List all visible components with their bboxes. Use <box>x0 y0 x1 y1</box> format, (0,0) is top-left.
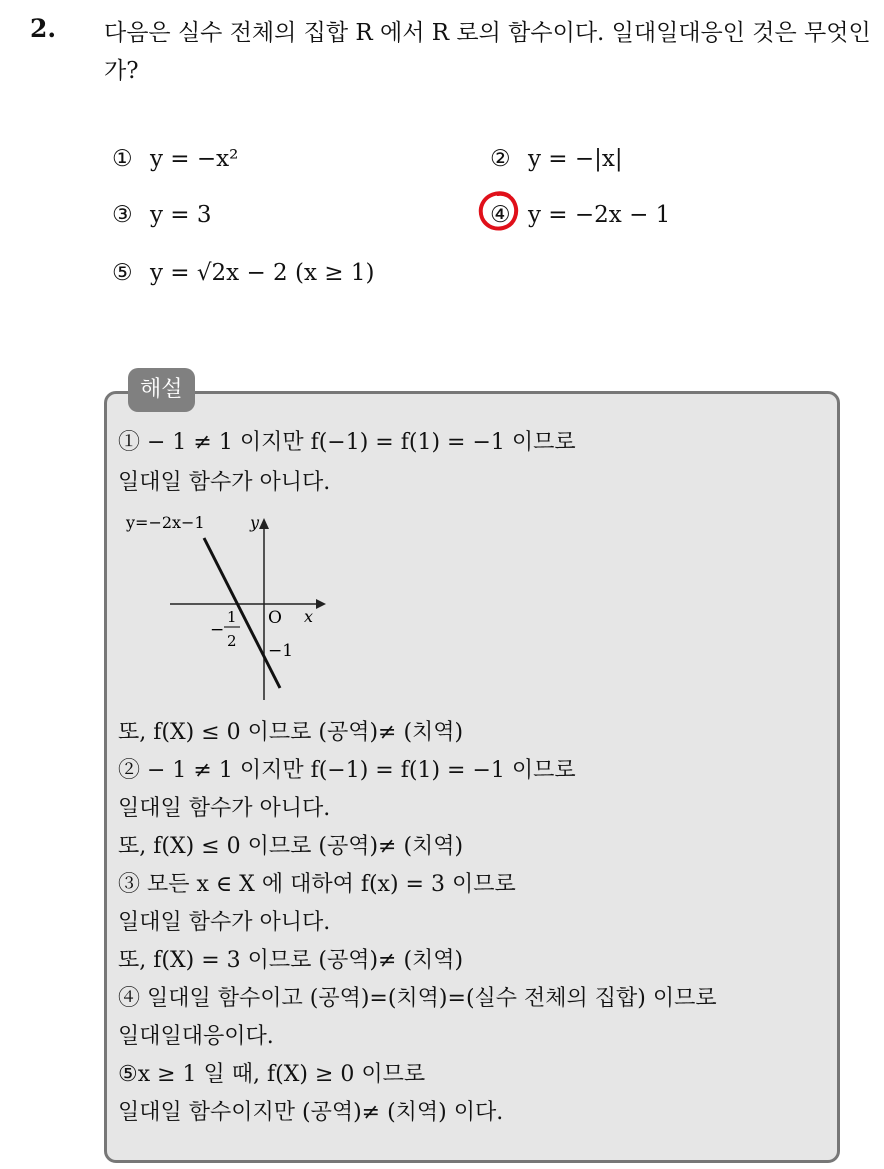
graph-origin-label: O <box>268 608 282 628</box>
answer-mark-icon <box>476 188 522 234</box>
solution-label: 해설 <box>128 368 195 412</box>
choice-3[interactable] <box>112 200 212 230</box>
solution-line-13: 일대일 함수이지만 (공역)≠ (치역) 이다. <box>118 1100 504 1125</box>
graph-x-axis-label: x <box>304 607 314 626</box>
choice-2[interactable] <box>490 144 623 174</box>
answer-mark-stroke <box>481 193 516 228</box>
choice-expression: y = 3 <box>150 202 212 228</box>
question-number: 2. <box>30 14 57 43</box>
graph-x-intercept-numerator: 1 <box>227 608 237 626</box>
solution-line-10: ④ 일대일 함수이고 (공역)=(치역)=(실수 전체의 집합) 이므로 <box>118 986 717 1011</box>
graph-x-axis-arrow <box>316 599 326 609</box>
solution-line-2: 일대일 함수가 아니다. <box>118 470 331 495</box>
choice-5[interactable] <box>112 258 374 288</box>
choice-1[interactable] <box>112 144 238 174</box>
graph-x-intercept-sign: − <box>210 620 225 640</box>
choice-number: ② <box>490 146 511 172</box>
solution-line-1: ① − 1 ≠ 1 이지만 f(−1) = f(1) = −1 이므로 <box>118 430 576 455</box>
solution-line-8: 일대일 함수가 아니다. <box>118 910 331 935</box>
choice-number: ④ <box>490 202 511 228</box>
choice-number: ⑤ <box>112 260 133 286</box>
question-text: 다음은 실수 전체의 집합 R 에서 R 로의 함수이다. 일대일대응인 것은 무엇인가? <box>104 20 871 84</box>
function-graph <box>118 508 348 708</box>
graph-y-intercept-label: −1 <box>268 641 294 661</box>
choice-expression: y = −x² <box>150 146 239 172</box>
solution-line-3: 또, f(X) ≤ 0 이므로 (공역)≠ (치역) <box>118 720 464 745</box>
choice-number: ① <box>112 146 133 172</box>
solution-line-11: 일대일대응이다. <box>118 1024 274 1049</box>
solution-line-7: ③ 모든 x ∈ X 에 대하여 f(x) = 3 이므로 <box>118 872 516 897</box>
solution-line-6: 또, f(X) ≤ 0 이므로 (공역)≠ (치역) <box>118 834 464 859</box>
graph-y-axis-label: y <box>250 513 260 532</box>
solution-line-9: 또, f(X) = 3 이므로 (공역)≠ (치역) <box>118 948 464 973</box>
choice-expression: y = −|x| <box>528 146 623 172</box>
solution-line-5: 일대일 함수가 아니다. <box>118 796 331 821</box>
choice-expression: y = −2x − 1 <box>528 202 671 228</box>
graph-line-label: y=−2x−1 <box>126 513 205 532</box>
graph-x-intercept-denominator: 2 <box>227 632 237 650</box>
solution-line-12: ⑤x ≥ 1 일 때, f(X) ≥ 0 이므로 <box>118 1062 426 1087</box>
choice-expression: y = √2x − 2 (x ≥ 1) <box>150 260 375 286</box>
graph-y-axis-arrow <box>259 518 269 529</box>
solution-line-4: ② − 1 ≠ 1 이지만 f(−1) = f(1) = −1 이므로 <box>118 758 576 783</box>
choice-number: ③ <box>112 202 133 228</box>
